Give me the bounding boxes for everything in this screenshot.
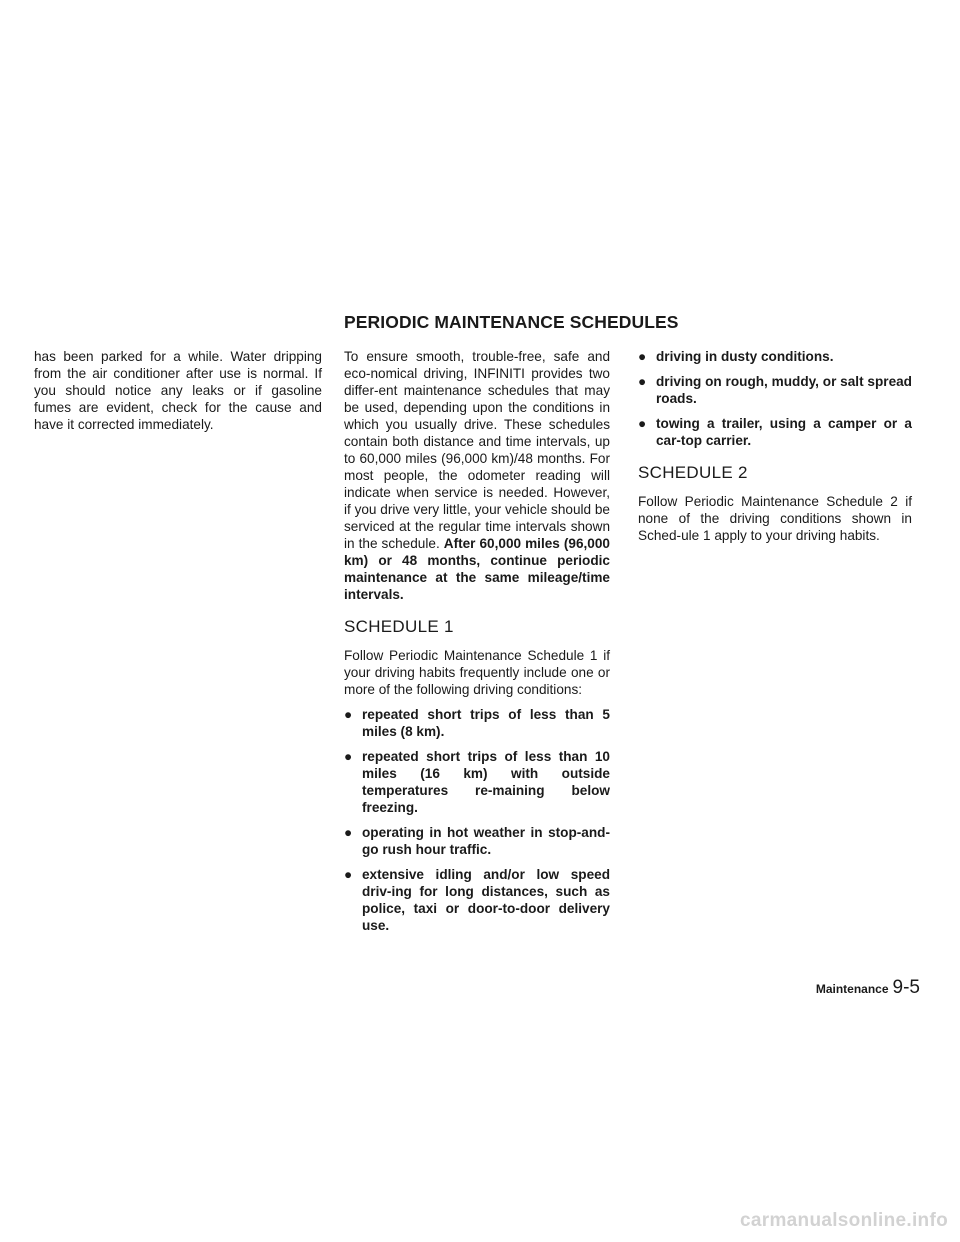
schedule2-paragraph: Follow Periodic Maintenance Schedule 2 if none of the driving conditions shown in Sched-ule 1 apply to your driving habits.	[638, 494, 912, 543]
schedule2-heading: SCHEDULE 2	[638, 463, 748, 482]
bullet-icon: ●	[344, 707, 353, 722]
section-title: PERIODIC MAINTENANCE SCHEDULES	[344, 312, 679, 332]
schedule1-paragraph: Follow Periodic Maintenance Schedule 1 if your driving habits frequently include one or more of the following driving conditions:	[344, 648, 610, 697]
list-item: ● driving in dusty conditions.	[638, 349, 834, 364]
list-item: ● driving on rough, muddy, or salt spread roads.	[638, 374, 912, 406]
list-item: ● operating in hot weather in stop-and-go rush hour traffic.	[344, 825, 610, 857]
left-column	[34, 348, 322, 433]
middle-column	[344, 348, 610, 934]
right-column	[638, 348, 912, 544]
bullet-icon: ●	[638, 416, 647, 431]
page-footer	[816, 977, 920, 999]
watermark: carmanualsonline.info	[740, 1210, 948, 1231]
schedule1-list-part1	[344, 706, 610, 934]
footer-section-label: Maintenance	[815, 982, 889, 996]
page-number: 9-5	[892, 977, 920, 998]
bullet-icon: ●	[344, 867, 353, 882]
list-item: ● towing a trailer, using a camper or a car-top carrier.	[638, 416, 912, 448]
bullet-icon: ●	[638, 374, 647, 389]
bullet-icon: ●	[344, 749, 353, 764]
list-item: ● repeated short trips of less than 10 miles (16 km) with outside temperatures re-maining below freezing.	[344, 749, 610, 815]
bullet-icon: ●	[344, 825, 353, 840]
intro-text: To ensure smooth, trouble-free, safe and eco-nomical driving, INFINITI provides two differ-ent maintenance schedules that may be used, depending upon the conditions in which you usually drive. These schedules contain both distance and time intervals, up to 60,000 miles (96,000 km)/48 months. For most people, the odometer reading will indicate when service is needed. However, if you drive very little, your vehicle should be serviced at the regular time intervals shown in the schedule.	[344, 349, 610, 551]
schedule1-heading: SCHEDULE 1	[344, 617, 454, 636]
schedule1-list-part2	[638, 348, 912, 449]
continued-paragraph: has been parked for a while. Water dripping from the air conditioner after use is normal. If you should notice any leaks or if gasoline fumes are evident, check for the cause and have it corrected immediately.	[34, 349, 322, 432]
intro-bold-text: After 60,000 miles (96,000 km) or 48 months, continue periodic maintenance at the same mileage/time intervals.	[344, 536, 610, 602]
list-item: ● extensive idling and/or low speed driv-ing for long distances, such as police, taxi or door-to-door delivery use.	[344, 867, 610, 933]
intro-paragraph	[344, 348, 610, 603]
bullet-icon: ●	[638, 349, 647, 364]
list-item: ● repeated short trips of less than 5 miles (8 km).	[344, 707, 610, 739]
